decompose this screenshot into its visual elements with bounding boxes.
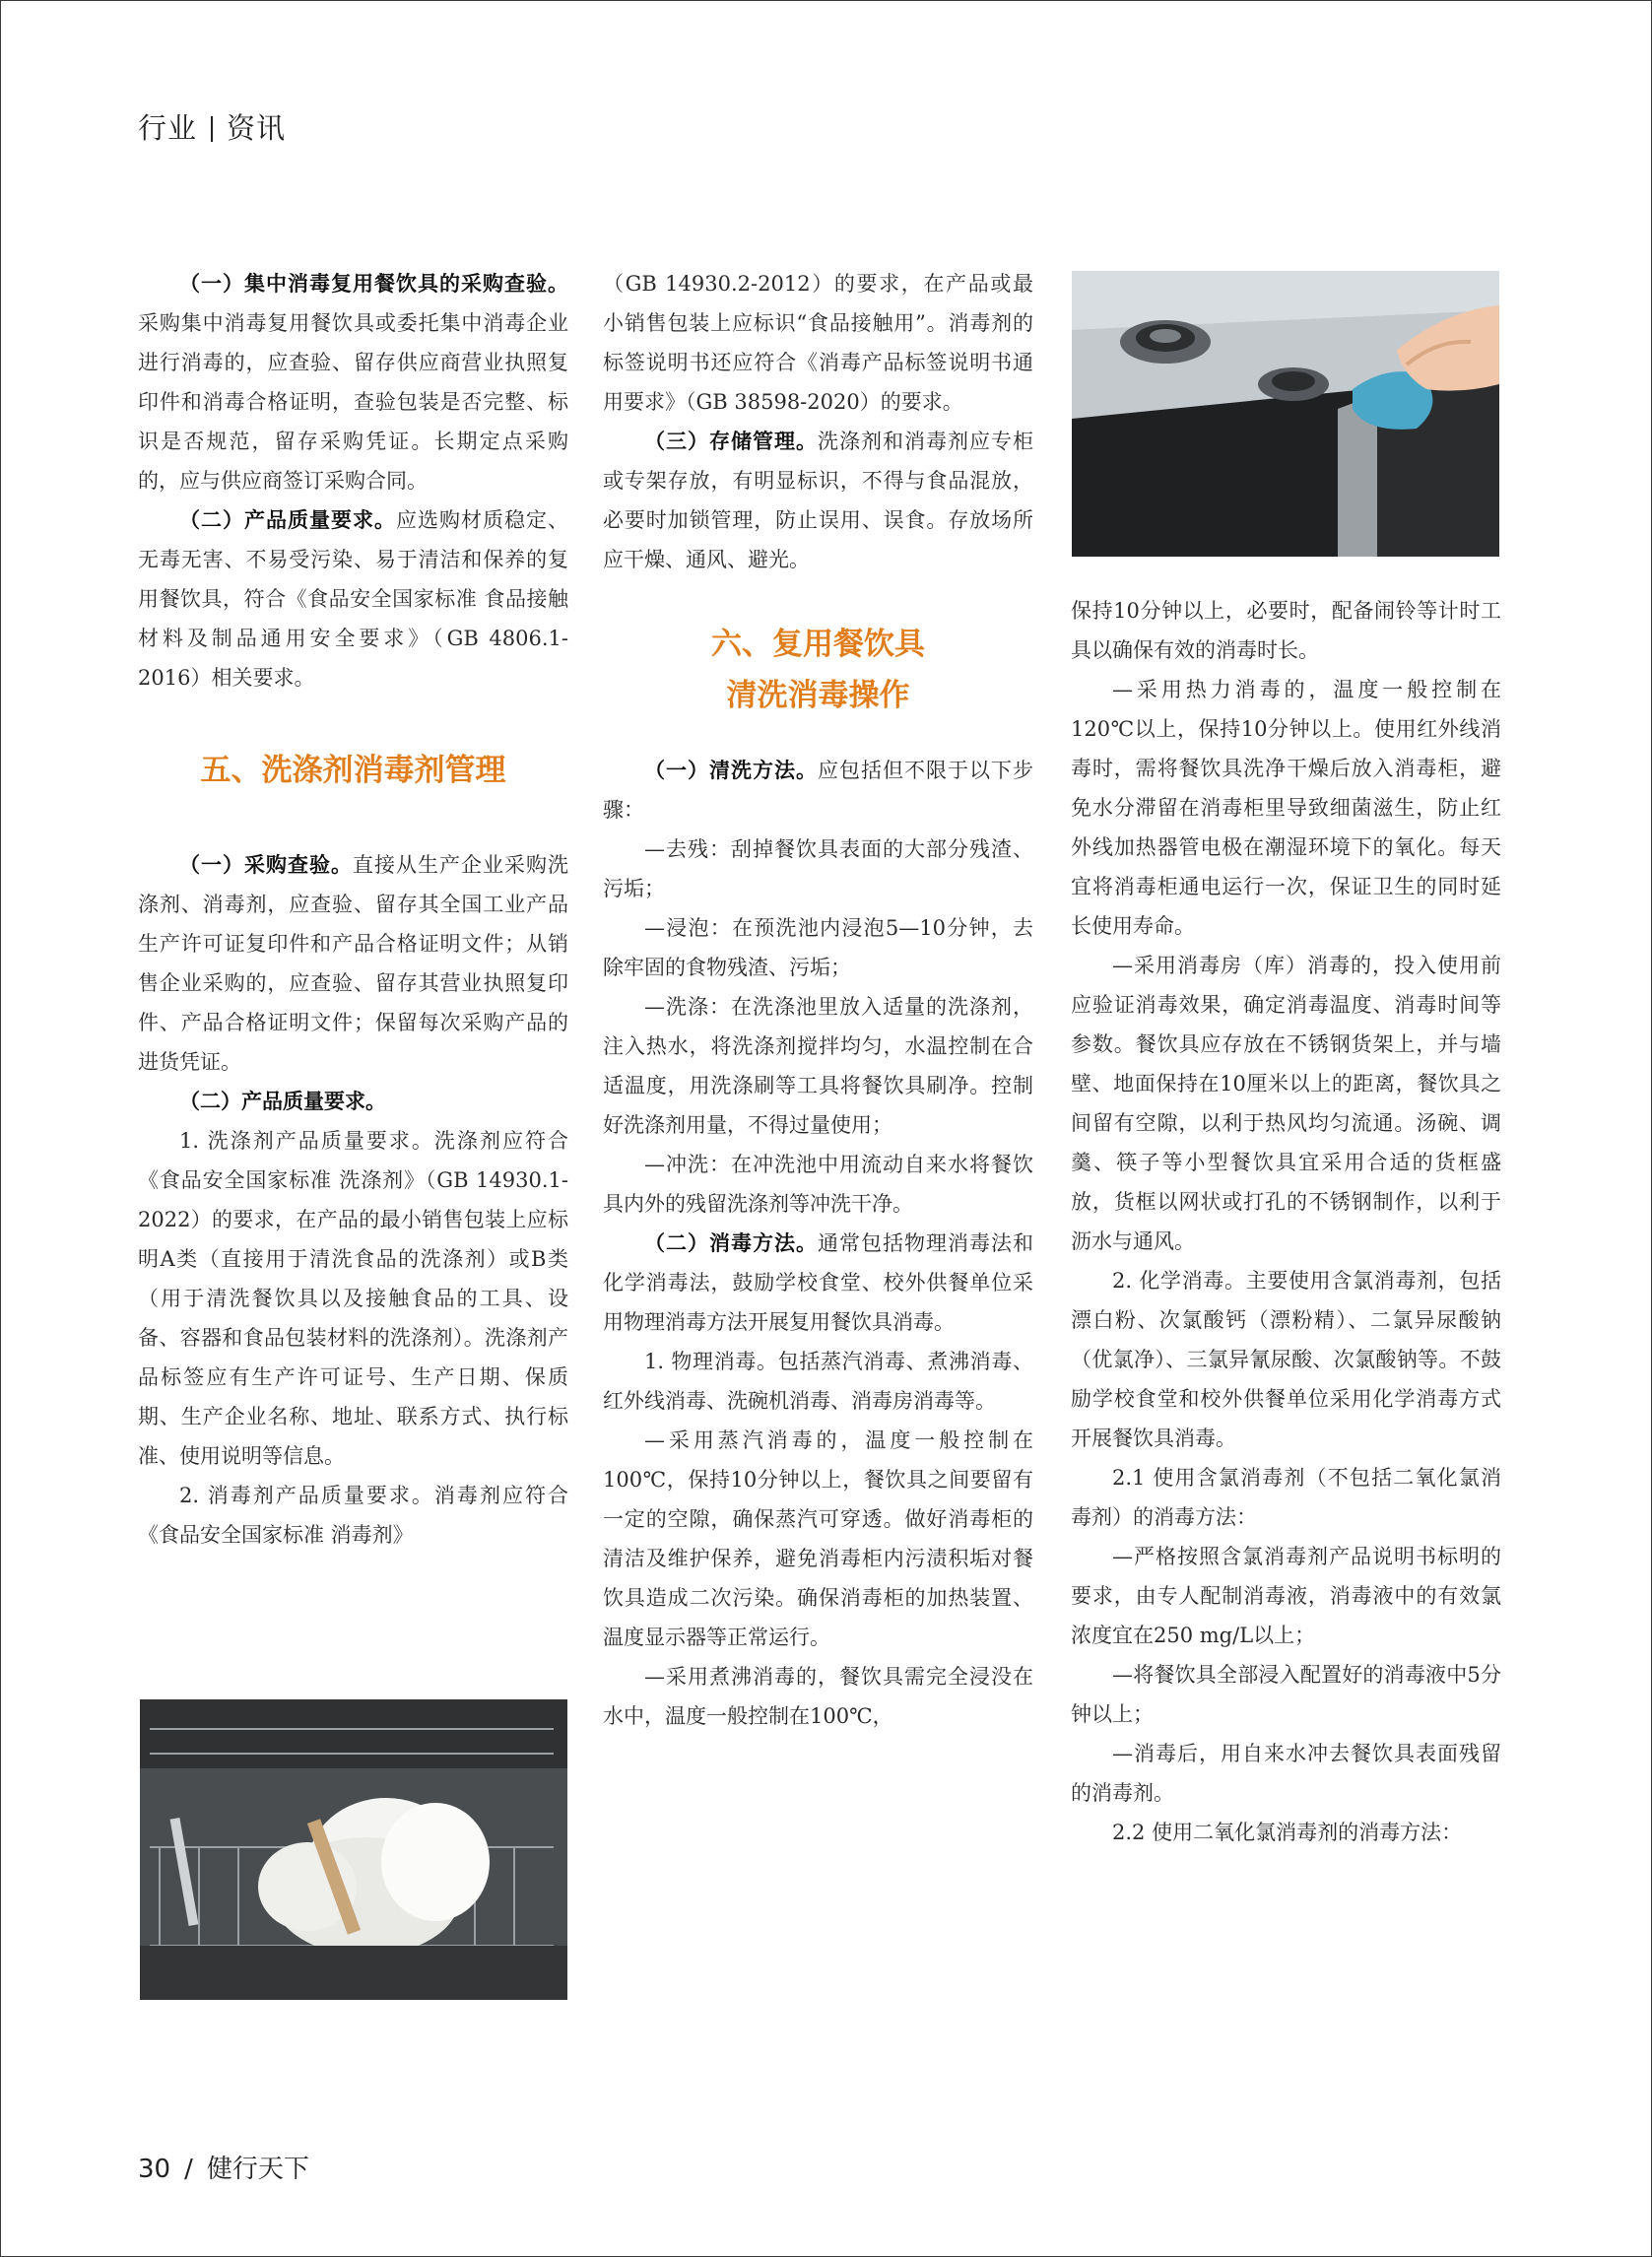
paragraph: —浸泡：在预洗池内浸泡5—10分钟，去除牢固的食物残渣、污垢； <box>603 916 1033 979</box>
paragraph-text: 应包括但不限于以下步骤： <box>603 759 1033 822</box>
paragraph: —采用煮沸消毒的，餐饮具需完全浸没在水中，温度一般控制在100℃， <box>603 1665 1033 1728</box>
paragraph: —将餐饮具全部浸入配置好的消毒液中5分钟以上； <box>1071 1663 1501 1726</box>
paragraph-heading: （一）集中消毒复用餐饮具的采购查验。 <box>179 272 568 296</box>
paragraph-text: 通常包括物理消毒法和化学消毒法，鼓励学校食堂、校外供餐单位采用物理消毒方法开展复用餐饮具消毒。 <box>603 1231 1033 1334</box>
paragraph: —洗涤：在洗涤池里放入适量的洗涤剂，注入热水，将洗涤剂搅拌均匀，水温控制在合适温度，用洗涤刷等工具将餐饮具刷净。控制好洗涤剂用量，不得过量使用； <box>603 995 1033 1137</box>
paragraph <box>603 751 1033 830</box>
paragraph-text: 洗涤剂和消毒剂应专柜或专架存放，有明显标识，不得与食品混放，必要时加锁管理，防止误用、误食。存放场所应干燥、通风、避光。 <box>603 430 1033 571</box>
paragraph: 保持10分钟以上，必要时，配备闹铃等计时工具以确保有效的消毒时长。 <box>1071 599 1501 662</box>
header-subsection: 资讯 <box>227 111 287 145</box>
paragraph-text: 直接从生产企业采购洗涤剂、消毒剂，应查验、留存其全国工业产品生产许可证复印件和产品合格证明文件；从销售企业采购的，应查验、留存其营业执照复印件、产品合格证明文件；保留每次采购产品的进货凭证。 <box>138 853 568 1074</box>
page-header <box>138 106 286 147</box>
column-1 <box>138 264 568 1555</box>
paragraph <box>603 422 1033 579</box>
header-divider <box>211 116 213 142</box>
footer-divider: / <box>184 2155 193 2184</box>
paragraph <box>138 500 568 697</box>
dishwasher-illustration <box>140 1699 567 2000</box>
section-title-line: 六、复用餐饮具 <box>711 627 925 662</box>
paragraph: —采用消毒房（库）消毒的，投入使用前应验证消毒效果，确定消毒温度、消毒时间等参数。餐饮具应存放在不锈钢货架上，并与墙壁、地面保持在10厘米以上的距离，餐饮具之间留有空隙，以利于热风均匀流通。汤碗、调羹、筷子等小型餐饮具宜采用合适的货框盛放，货框以网状或打孔的不锈钢制作，以利于沥水与通风。 <box>1071 954 1501 1253</box>
paragraph: 2.1 使用含氯消毒剂（不包括二氧化氯消毒剂）的消毒方法： <box>1071 1466 1501 1529</box>
paragraph: —消毒后，用自来水冲去餐饮具表面残留的消毒剂。 <box>1071 1742 1501 1805</box>
paragraph: 2. 消毒剂产品质量要求。消毒剂应符合《食品安全国家标准 消毒剂》 <box>138 1484 568 1547</box>
paragraph-text: 采购集中消毒复用餐饮具或委托集中消毒企业进行消毒的，应查验、留存供应商营业执照复印件和消毒合格证明，查验包装是否完整、标识是否规范，留存采购凭证。长期定点采购的，应与供应商签订采购合同。 <box>138 311 568 493</box>
paragraph-heading: （三）存储管理。 <box>644 430 818 453</box>
paragraph: —去残：刮掉餐饮具表面的大部分残渣、污垢； <box>603 837 1033 900</box>
paragraph-heading: （二）产品质量要求。 <box>179 1090 386 1113</box>
paragraph: —严格按照含氯消毒剂产品说明书标明的要求，由专人配制消毒液，消毒液中的有效氯浓度宜在250 mg/L以上； <box>1071 1545 1501 1647</box>
paragraph: 2. 化学消毒。主要使用含氯消毒剂，包括漂白粉、次氯酸钙（漂粉精）、二氯异尿酸钠（优氯净）、三氯异氰尿酸、次氯酸钠等。不鼓励学校食堂和校外供餐单位采用化学消毒方式开展餐饮具消毒。 <box>1071 1269 1501 1450</box>
paragraph: —采用热力消毒的，温度一般控制在120℃以上，保持10分钟以上。使用红外线消毒时，需将餐饮具洗净干燥后放入消毒柜，避免水分滞留在消毒柜里导致细菌滋生，防止红外线加热器管电极在潮湿环境下的氧化。每天宜将消毒柜通电运行一次，保证卫生的同时延长使用寿命。 <box>1071 678 1501 938</box>
magazine-name: 健行天下 <box>206 2155 309 2184</box>
page-footer <box>138 2149 309 2185</box>
paragraph-heading: （一）采购查验。 <box>179 853 353 877</box>
paragraph <box>603 1224 1033 1342</box>
paragraph: 1. 物理消毒。包括蒸汽消毒、煮沸消毒、红外线消毒、洗碗机消毒、消毒房消毒等。 <box>603 1350 1033 1413</box>
column-3 <box>1071 591 1501 1852</box>
paragraph: 1. 洗涤剂产品质量要求。洗涤剂应符合《食品安全国家标准 洗涤剂》（GB 14930.1-2022）的要求，在产品的最小销售包装上应标明A类（直接用于清洗食品的洗涤剂）或B类（用于清洗餐饮具以及接触食品的工具、设备、容器和食品包装材料的洗涤剂）。洗涤剂产品标签应有生产许可证号、生产日期、保质期、生产企业名称、地址、联系方式、执行标准、使用说明等信息。 <box>138 1129 568 1468</box>
paragraph-text: 应选购材质稳定、无毒无害、不易受污染、易于清洁和保养的复用餐饮具，符合《食品安全国家标准 食品接触材料及制品通用安全要求》（GB 4806.1-2016）相关要求。 <box>138 508 568 690</box>
paragraph: 2.2 使用二氧化氯消毒剂的消毒方法： <box>1112 1821 1463 1844</box>
paragraph: —冲洗：在冲洗池中用流动自来水将餐饮具内外的残留洗涤剂等冲洗干净。 <box>603 1153 1033 1216</box>
paragraph <box>138 845 568 1082</box>
stove-illustration <box>1072 271 1499 557</box>
paragraph-heading: （一）清洗方法。 <box>644 759 818 782</box>
column-2 <box>603 264 1033 1736</box>
section-title: 五、洗涤剂消毒剂管理 <box>200 753 506 788</box>
paragraph-heading: （二）产品质量要求。 <box>179 508 396 532</box>
paragraph-heading: （二）消毒方法。 <box>644 1231 818 1255</box>
paragraph: —采用蒸汽消毒的，温度一般控制在100℃，保持10分钟以上，餐饮具之间要留有一定的空隙，确保蒸汽可穿透。做好消毒柜的清洁及维护保养，避免消毒柜内污渍积垢对餐饮具造成二次污染。确保消毒柜的加热装置、温度显示器等正常运行。 <box>603 1428 1033 1649</box>
stove-photo <box>1072 271 1499 557</box>
paragraph <box>138 264 568 500</box>
page-number: 30 <box>138 2155 171 2184</box>
paragraph: （GB 14930.2-2012）的要求，在产品或最小销售包装上应标识“食品接触用”。消毒剂的标签说明书还应符合《消毒产品标签说明书通用要求》（GB 38598-2020）的要求。 <box>603 272 1033 414</box>
paragraph <box>138 1082 568 1121</box>
header-section: 行业 <box>138 111 198 145</box>
section-title-line: 清洗消毒操作 <box>726 678 910 713</box>
section-title <box>603 619 1033 721</box>
dishwasher-photo <box>140 1699 567 2000</box>
